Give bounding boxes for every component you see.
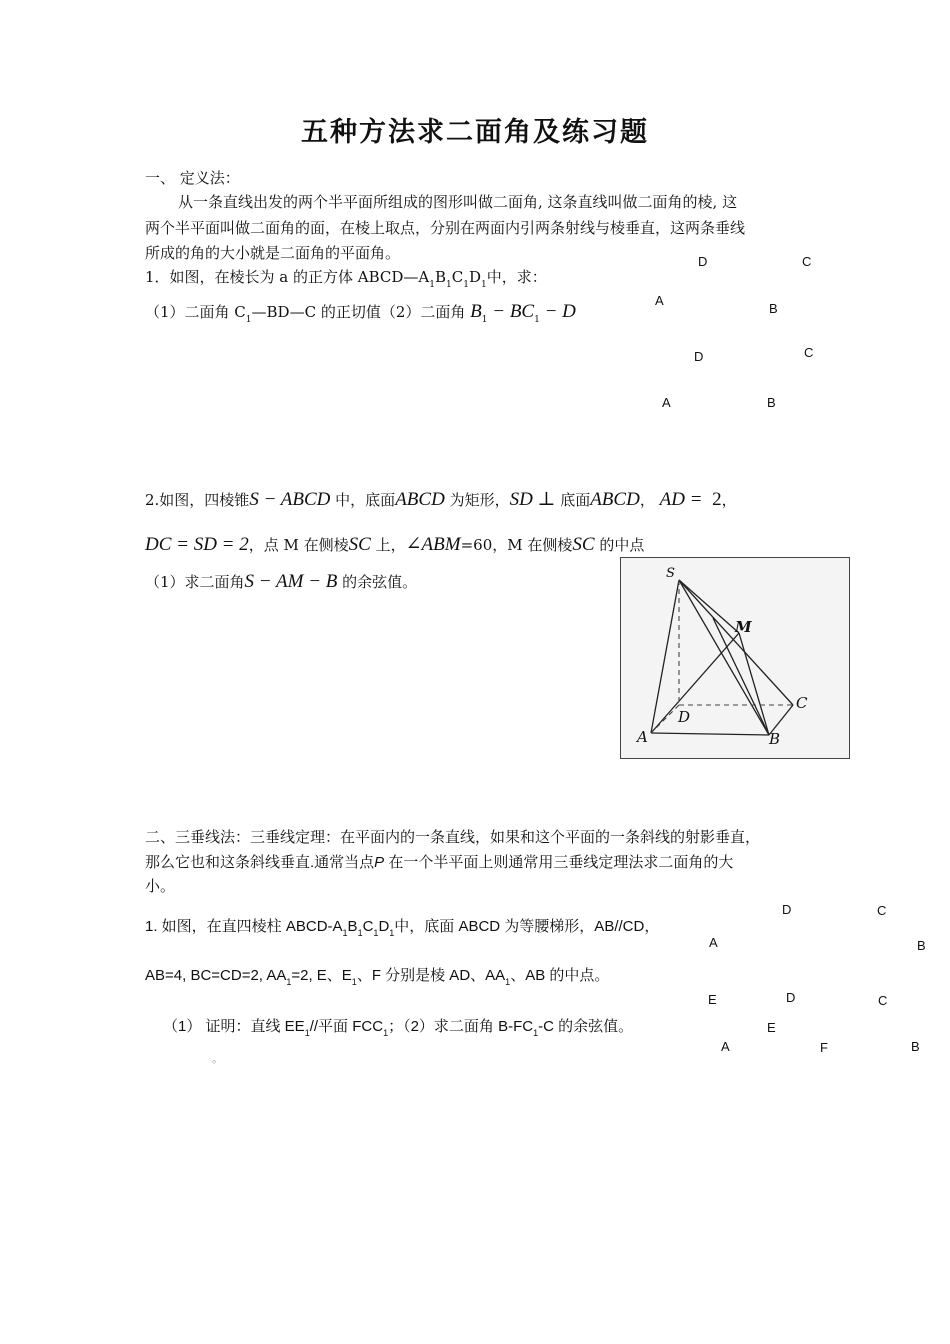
definition-text: 所成的角的大小就是二面角的平面角。 [145, 244, 401, 262]
section-text: 那么它也和这条斜线垂直.通常当点P 在一个半平面上则通常用三垂线定理法求二面角的大 [145, 854, 734, 871]
pyramid-drawing [621, 558, 849, 758]
figure-label: B [911, 1039, 920, 1054]
figure-label: D [694, 349, 704, 364]
figure-label: E [767, 1020, 776, 1035]
figure-label: C [796, 694, 808, 712]
figure-label: A [655, 293, 664, 308]
figure-label: D [786, 990, 796, 1005]
section-heading: 一、 定义法： [145, 169, 240, 187]
section-heading: 二、三垂线法：三垂线定理：在平面内的一条直线，如果和这个平面的一条斜线的射影垂直， [145, 829, 761, 846]
figure-label: B [769, 730, 781, 748]
figure-label: D [782, 902, 792, 917]
figure-label: B [767, 395, 776, 410]
stray-mark: 。 [212, 1052, 223, 1065]
figure-label: S [666, 566, 675, 581]
question-text: （1）求二面角S − AM − B 的余弦值。 [145, 571, 418, 592]
figure-label: D [698, 254, 708, 269]
figure-label: A [721, 1039, 730, 1054]
figure-label: M [735, 618, 752, 636]
question-text: 2.如图，四棱锥S − ABCD 中，底面ABCD 为矩形，SD ⊥ 底面ABCD， AD = 2， [145, 489, 737, 510]
page-title: 五种方法求二面角及练习题 [301, 117, 649, 148]
figure-label: A [637, 728, 648, 746]
figure-label: D [678, 708, 691, 726]
figure-label: C [877, 903, 887, 918]
figure-label: B [769, 301, 778, 316]
question-text: （1）二面角 $C_1—BD—C$ 的正切值（2）二面角 $B_1 - BC_1 - D$ [145, 301, 576, 325]
question-text: （1） 证明：直线 $EE_1//$平面 $FCC_1$；（2）求二面角 $B-FC_1-C$ 的余弦值。 [163, 1018, 634, 1038]
figure-label: B [917, 938, 926, 953]
figure-label: C [878, 993, 888, 1008]
figure-label: C [804, 345, 814, 360]
section-text: 小。 [145, 878, 176, 895]
figure-label: A [662, 395, 671, 410]
figure-label: C [802, 254, 812, 269]
question-text: AB=4, BC=CD=2, $AA_1=2$, E、$E_1$、F 分别是棱 AD、$AA_1$、AB 的中点。 [145, 967, 610, 987]
figure-label: F [820, 1040, 828, 1055]
definition-text: 从一条直线出发的两个半平面所组成的图形叫做二面角, 这条直线叫做二面角的棱, 这 [178, 193, 738, 211]
definition-text: 两个半平面叫做二面角的面，在棱上取点，分别在两面内引两条射线与棱垂直，这两条垂线 [145, 219, 746, 237]
figure-label: E [708, 992, 717, 1007]
question-text: 1. 如图，在直四棱柱 ABCD-$A_1B_1C_1D_1$中，底面 ABCD 为等腰梯形，AB//CD， [145, 918, 660, 938]
question-text: 1．如图，在棱长为 a 的正方体 $ABCD—A_1B_1C_1D_1$中，求： [145, 268, 547, 290]
question-text: DC = SD = 2，点 M 在侧棱SC 上，∠ABM=60，M 在侧棱SC 的中点 [145, 534, 645, 555]
pyramid-figure [620, 557, 850, 759]
figure-label: A [709, 935, 718, 950]
